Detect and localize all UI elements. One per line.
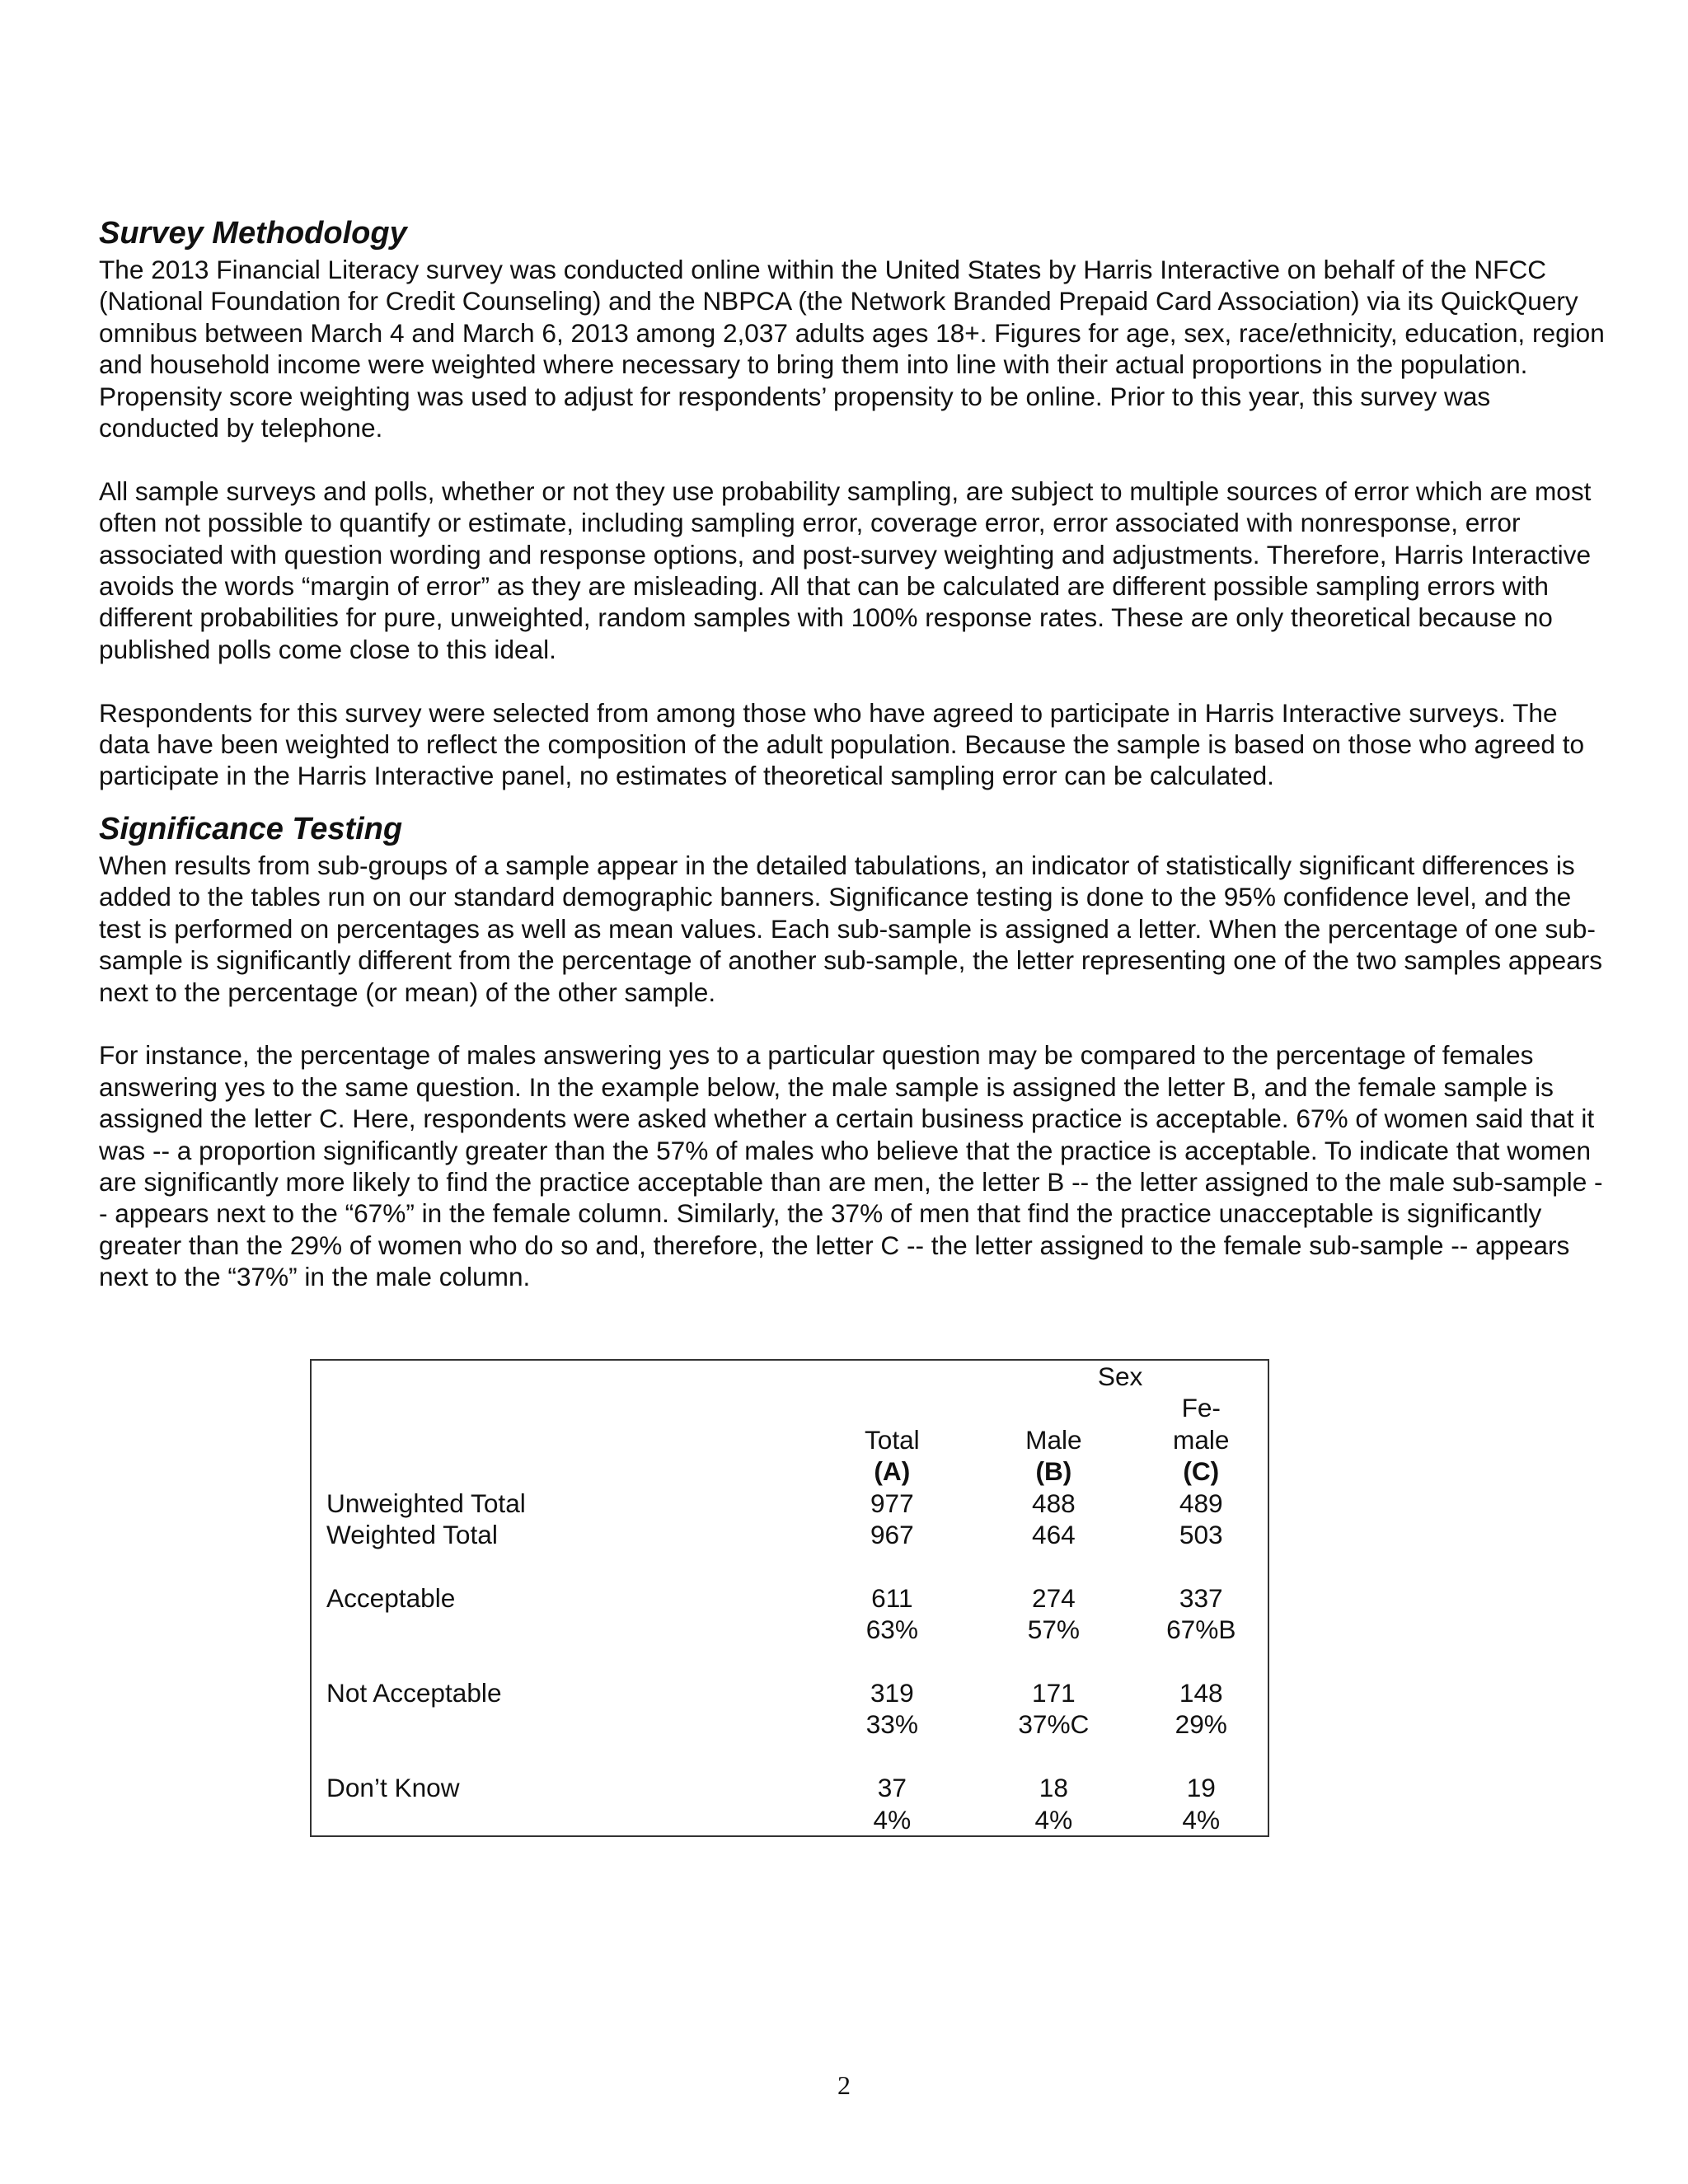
male-letter: (B): [1035, 1456, 1072, 1487]
page-number: 2: [837, 2070, 851, 2100]
significance-testing-heading: Significance Testing: [99, 811, 403, 846]
row-label: Don’t Know: [326, 1773, 460, 1803]
table-row: Acceptable 611 274 337: [311, 1582, 1268, 1614]
female-letter: (C): [1183, 1456, 1220, 1487]
table-row: [311, 1455, 1268, 1487]
table-row: Not Acceptable 319 171 148: [311, 1677, 1268, 1708]
table-row: 33% 37%C 29%: [865, 1709, 1227, 1740]
example-paragraph: For instance, the percentage of males answering yes to a particular question may be compared to the percentage of females answering yes to the same question. In the example below, the male sample is assigned the letter B, and the female sample is assigned the letter C. Here, respondents were asked whether a certain business practice is acceptable. 67% of women said that it was -- a proportion significantly greater than the 57% of males who believe that the practice is acceptable. To indicate that women are significantly more likely to find the practice acceptable than are men, the letter B -- the letter assigned to the male sub-sample -- appears next to the “67%” in the female column. Similarly, the 37% of men that find the practice unacceptable is significantly greater than the 29% of women who do so and, therefore, the letter C -- the letter assigned to the female sub-sample -- appears next to the “37%” in the male column.: [99, 1040, 1603, 1292]
female-header-line1: Fe-: [1181, 1393, 1221, 1423]
row-label: Weighted Total: [326, 1520, 498, 1550]
significance-paragraph: When results from sub-groups of a sample appear in the detailed tabulations, an indicator of statistically significant differences is added to the tables run on our standard demographic banners. Significance testing is done to the 95% confidence level, and the test is performed on percentages as well as mean values. Each sub-sample is assigned a letter. When the percentage of one sub-sample is significantly different from the percentage of another sub-sample, the letter representing one of the two samples appears next to the percentage (or mean) of the other sample.: [99, 850, 1603, 1007]
row-label: Not Acceptable: [326, 1678, 502, 1708]
row-label: Acceptable: [326, 1582, 456, 1613]
table-row: Unweighted Total 977 488 489: [311, 1488, 1268, 1519]
table-row: [311, 1392, 1268, 1423]
table-row: 4% 4% 4%: [873, 1804, 1221, 1835]
table-row: [311, 1424, 1268, 1455]
sex-group-header: Sex: [1097, 1361, 1143, 1391]
table-row: Weighted Total 967 464 503: [311, 1519, 1268, 1550]
error-sources-paragraph: All sample surveys and polls, whether or not they use probability sampling, are subject to multiple sources of error which are most often not possible to quantify or estimate, including sampling error, coverage error, error associated with nonresponse, error associated with question wording and response options, and post-survey weighting and adjustments. Therefore, Harris Interactive avoids the words “margin of error” as they are misleading. All that can be calculated are different possible sampling errors with different probabilities for pure, unweighted, random samples with 100% response rates. These are only theoretical because no published polls come close to this ideal.: [99, 476, 1592, 664]
table-row: [311, 1360, 1268, 1392]
significance-example-table: [310, 1359, 1269, 1837]
methodology-paragraph: The 2013 Financial Literacy survey was conducted online within the United States by Harris Interactive on behalf of the NFCC (National Foundation for Credit Counseling) and the NBPCA (the Network Branded Prepaid Card Association) via its QuickQuery omnibus between March 4 and March 6, 2013 among 2,037 adults ages 18+. Figures for age, sex, race/ethnicity, education, region and household income were weighted where necessary to bring them into line with their actual proportions in the population. Propensity score weighting was used to adjust for respondents’ propensity to be online. Prior to this year, this survey was conducted by telephone.: [99, 255, 1605, 443]
row-label: Unweighted Total: [326, 1488, 526, 1518]
table-row: Don’t Know 37 18 19: [311, 1772, 1268, 1803]
survey-methodology-heading: Survey Methodology: [99, 216, 407, 251]
table-row: 63% 57% 67%B: [865, 1615, 1236, 1645]
document-body: [99, 213, 1607, 1293]
respondents-paragraph: Respondents for this survey were selected from among those who have agreed to participate in Harris Interactive surveys. The data have been weighted to reflect the composition of the adult population. Because the sample is based on those who agreed to participate in the Harris Interactive panel, no estimates of theoretical sampling error can be calculated.: [99, 697, 1585, 791]
total-letter: (A): [874, 1456, 911, 1487]
total-header: Total: [864, 1424, 920, 1455]
male-header: Male: [1025, 1424, 1082, 1455]
female-header-line2: male: [1173, 1424, 1230, 1455]
